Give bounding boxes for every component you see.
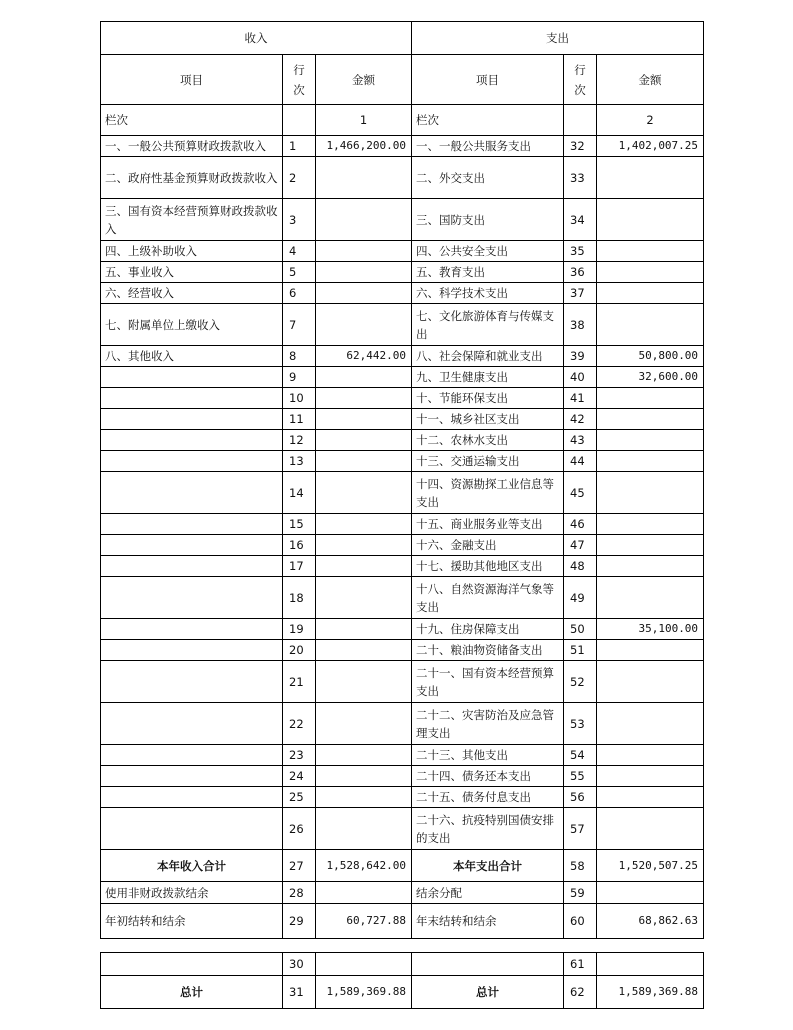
income-item-cell: 二、政府性基金预算财政拨款收入 (101, 157, 283, 199)
expense-item-cell: 十三、交通运输支出 (412, 451, 564, 472)
table-row (101, 787, 704, 808)
income-item-cell (101, 808, 283, 850)
income-amount-cell (316, 262, 412, 283)
expense-rowno-cell: 38 (564, 304, 597, 346)
income-rowno-cell: 1 (283, 136, 316, 157)
income-amount-cell (316, 241, 412, 262)
expense-item-cell: 二十二、灾害防治及应急管理支出 (412, 703, 564, 745)
income-amount-cell (316, 283, 412, 304)
income-item-cell: 年初结转和结余 (101, 904, 283, 939)
expense-rowno-cell: 55 (564, 766, 597, 787)
expense-item-cell: 二十三、其他支出 (412, 745, 564, 766)
table-row (101, 136, 704, 157)
expense-amount-cell (597, 577, 704, 619)
income-amount-cell (316, 703, 412, 745)
income-rowno-cell: 3 (283, 199, 316, 241)
income-rowno-cell: 25 (283, 787, 316, 808)
expense-col-blank (564, 105, 597, 136)
expense-amount-cell (597, 157, 704, 199)
expense-rowno-cell: 62 (564, 976, 597, 1009)
expense-amount-cell: 35,100.00 (597, 619, 704, 640)
expense-rowno-cell: 33 (564, 157, 597, 199)
expense-amount-cell: 32,600.00 (597, 367, 704, 388)
income-amount-cell: 1,528,642.00 (316, 850, 412, 882)
income-amount-cell (316, 953, 412, 976)
income-amount-cell (316, 367, 412, 388)
expense-item-cell: 十、节能环保支出 (412, 388, 564, 409)
table-row (101, 472, 704, 514)
expense-amount-cell (597, 535, 704, 556)
expense-item-cell: 四、公共安全支出 (412, 241, 564, 262)
income-amount-cell (316, 451, 412, 472)
expense-amount-cell (597, 745, 704, 766)
income-rowno-cell: 8 (283, 346, 316, 367)
expense-amount-cell (597, 703, 704, 745)
income-rowno-cell: 11 (283, 409, 316, 430)
expense-item-cell: 一、一般公共服务支出 (412, 136, 564, 157)
expense-amount-cell (597, 241, 704, 262)
table-row (101, 808, 704, 850)
expense-amount-header: 金额 (597, 55, 704, 105)
income-rowno-cell: 27 (283, 850, 316, 882)
expense-amount-cell (597, 766, 704, 787)
income-amount-cell: 1,589,369.88 (316, 976, 412, 1009)
blank-row (101, 953, 704, 976)
income-rowno-cell: 29 (283, 904, 316, 939)
table-row (101, 640, 704, 661)
expense-item-cell: 八、社会保障和就业支出 (412, 346, 564, 367)
expense-amount-cell (597, 199, 704, 241)
expense-rowno-header: 行次 (564, 55, 597, 105)
table-row (101, 199, 704, 241)
section-header-row (101, 22, 704, 55)
income-item-cell (101, 661, 283, 703)
income-rowno-cell: 19 (283, 619, 316, 640)
expense-amount-cell: 1,589,369.88 (597, 976, 704, 1009)
expense-rowno-cell: 46 (564, 514, 597, 535)
table-row (101, 703, 704, 745)
income-item-cell (101, 619, 283, 640)
grand-total-row (101, 976, 704, 1009)
expense-rowno-cell: 32 (564, 136, 597, 157)
income-amount-cell (316, 577, 412, 619)
expense-item-cell: 六、科学技术支出 (412, 283, 564, 304)
income-rowno-cell: 2 (283, 157, 316, 199)
expense-header: 支出 (412, 22, 704, 55)
income-item-cell: 五、事业收入 (101, 262, 283, 283)
income-item-cell (101, 577, 283, 619)
expense-item-cell: 十四、资源勘探工业信息等支出 (412, 472, 564, 514)
expense-rowno-cell: 50 (564, 619, 597, 640)
expense-rowno-cell: 43 (564, 430, 597, 451)
expense-rowno-cell: 44 (564, 451, 597, 472)
column-header-row (101, 55, 704, 105)
expense-amount-cell (597, 451, 704, 472)
income-rowno-cell: 9 (283, 367, 316, 388)
table-row (101, 346, 704, 367)
expense-item-cell: 九、卫生健康支出 (412, 367, 564, 388)
expense-item-header: 项目 (412, 55, 564, 105)
income-rowno-cell: 6 (283, 283, 316, 304)
income-item-cell (101, 556, 283, 577)
table-row (101, 262, 704, 283)
expense-item-cell: 二、外交支出 (412, 157, 564, 199)
expense-amount-cell (597, 388, 704, 409)
extra-row (101, 882, 704, 904)
income-item-header: 项目 (101, 55, 283, 105)
income-item-cell (101, 514, 283, 535)
expense-item-cell: 结余分配 (412, 882, 564, 904)
income-rowno-cell: 5 (283, 262, 316, 283)
expense-amount-cell (597, 882, 704, 904)
expense-rowno-cell: 49 (564, 577, 597, 619)
income-amount-cell (316, 409, 412, 430)
expense-rowno-cell: 41 (564, 388, 597, 409)
income-rowno-cell: 7 (283, 304, 316, 346)
income-item-cell: 总计 (101, 976, 283, 1009)
extra-row (101, 904, 704, 939)
expense-rowno-cell: 35 (564, 241, 597, 262)
income-amount-cell (316, 157, 412, 199)
income-item-cell (101, 703, 283, 745)
table-row (101, 388, 704, 409)
income-item-cell: 使用非财政拨款结余 (101, 882, 283, 904)
expense-item-cell: 五、教育支出 (412, 262, 564, 283)
expense-amount-cell (597, 556, 704, 577)
income-rowno-cell: 10 (283, 388, 316, 409)
income-item-cell: 七、附属单位上缴收入 (101, 304, 283, 346)
table-row (101, 409, 704, 430)
income-rowno-cell: 30 (283, 953, 316, 976)
expense-rowno-cell: 51 (564, 640, 597, 661)
expense-amount-cell (597, 409, 704, 430)
expense-rowno-cell: 48 (564, 556, 597, 577)
expense-amount-cell (597, 787, 704, 808)
expense-amount-cell: 68,862.63 (597, 904, 704, 939)
income-amount-cell (316, 745, 412, 766)
income-amount-cell (316, 199, 412, 241)
expense-item-cell: 十一、城乡社区支出 (412, 409, 564, 430)
table-row (101, 619, 704, 640)
table-row (101, 451, 704, 472)
expense-item-cell: 十七、援助其他地区支出 (412, 556, 564, 577)
income-amount-cell (316, 430, 412, 451)
income-rowno-cell: 12 (283, 430, 316, 451)
expense-rowno-cell: 54 (564, 745, 597, 766)
table-row (101, 283, 704, 304)
expense-amount-cell (597, 304, 704, 346)
income-amount-cell (316, 472, 412, 514)
expense-item-cell: 七、文化旅游体育与传媒支出 (412, 304, 564, 346)
income-amount-header: 金额 (316, 55, 412, 105)
income-item-cell (101, 766, 283, 787)
income-item-cell: 四、上级补助收入 (101, 241, 283, 262)
income-amount-cell (316, 514, 412, 535)
income-amount-cell (316, 661, 412, 703)
income-amount-cell (316, 556, 412, 577)
expense-amount-cell: 1,402,007.25 (597, 136, 704, 157)
income-amount-cell (316, 787, 412, 808)
expense-rowno-cell: 59 (564, 882, 597, 904)
expense-rowno-cell: 37 (564, 283, 597, 304)
income-rowno-cell: 24 (283, 766, 316, 787)
income-amount-cell (316, 766, 412, 787)
income-item-cell (101, 430, 283, 451)
income-amount-cell (316, 619, 412, 640)
income-rowno-cell: 23 (283, 745, 316, 766)
income-amount-cell (316, 640, 412, 661)
expense-item-cell: 二十四、债务还本支出 (412, 766, 564, 787)
expense-rowno-cell: 60 (564, 904, 597, 939)
expense-rowno-cell: 40 (564, 367, 597, 388)
expense-amount-cell (597, 472, 704, 514)
income-item-cell (101, 787, 283, 808)
income-amount-cell (316, 808, 412, 850)
income-amount-cell: 62,442.00 (316, 346, 412, 367)
totals-row (101, 850, 704, 882)
expense-item-cell: 总计 (412, 976, 564, 1009)
income-item-cell: 三、国有资本经营预算财政拨款收入 (101, 199, 283, 241)
expense-amount-cell (597, 661, 704, 703)
expense-item-cell: 十八、自然资源海洋气象等支出 (412, 577, 564, 619)
income-item-cell: 六、经营收入 (101, 283, 283, 304)
income-rowno-cell: 17 (283, 556, 316, 577)
income-item-cell: 本年收入合计 (101, 850, 283, 882)
income-item-cell (101, 745, 283, 766)
income-rowno-cell: 22 (283, 703, 316, 745)
expense-rowno-cell: 45 (564, 472, 597, 514)
expense-amount-cell: 1,520,507.25 (597, 850, 704, 882)
expense-amount-cell (597, 514, 704, 535)
income-col-label: 栏次 (101, 105, 283, 136)
expense-rowno-cell: 39 (564, 346, 597, 367)
expense-item-cell: 十二、农林水支出 (412, 430, 564, 451)
income-amount-cell: 60,727.88 (316, 904, 412, 939)
income-item-cell (101, 535, 283, 556)
income-rowno-cell: 4 (283, 241, 316, 262)
income-rowno-cell: 31 (283, 976, 316, 1009)
expense-item-cell: 三、国防支出 (412, 199, 564, 241)
expense-rowno-cell: 47 (564, 535, 597, 556)
income-amount-cell (316, 535, 412, 556)
expense-rowno-cell: 52 (564, 661, 597, 703)
income-rowno-cell: 21 (283, 661, 316, 703)
table-row (101, 430, 704, 451)
table-row (101, 661, 704, 703)
table-row (101, 514, 704, 535)
expense-rowno-cell: 57 (564, 808, 597, 850)
expense-item-cell: 十五、商业服务业等支出 (412, 514, 564, 535)
table-row (101, 304, 704, 346)
income-item-cell: 八、其他收入 (101, 346, 283, 367)
income-col-index: 1 (316, 105, 412, 136)
income-col-blank (283, 105, 316, 136)
income-rowno-cell: 28 (283, 882, 316, 904)
table-row (101, 535, 704, 556)
grand-total-table (100, 952, 704, 1009)
expense-rowno-cell: 42 (564, 409, 597, 430)
expense-amount-cell (597, 640, 704, 661)
expense-item-cell: 二十六、抗疫特别国债安排的支出 (412, 808, 564, 850)
income-amount-cell (316, 882, 412, 904)
income-amount-cell (316, 304, 412, 346)
income-rowno-cell: 18 (283, 577, 316, 619)
expense-item-cell: 本年支出合计 (412, 850, 564, 882)
expense-amount-cell (597, 262, 704, 283)
expense-amount-cell (597, 430, 704, 451)
income-header: 收入 (101, 22, 412, 55)
expense-amount-cell (597, 953, 704, 976)
expense-rowno-cell: 36 (564, 262, 597, 283)
table-row (101, 745, 704, 766)
table-row (101, 556, 704, 577)
expense-amount-cell (597, 283, 704, 304)
expense-item-cell: 十六、金融支出 (412, 535, 564, 556)
income-item-cell (101, 367, 283, 388)
expense-rowno-cell: 61 (564, 953, 597, 976)
expense-rowno-cell: 53 (564, 703, 597, 745)
table-row (101, 367, 704, 388)
income-item-cell (101, 409, 283, 430)
income-rowno-cell: 26 (283, 808, 316, 850)
expense-item-cell (412, 953, 564, 976)
income-expense-table (100, 21, 704, 939)
expense-item-cell: 十九、住房保障支出 (412, 619, 564, 640)
expense-col-label: 栏次 (412, 105, 564, 136)
income-amount-cell: 1,466,200.00 (316, 136, 412, 157)
income-rowno-cell: 13 (283, 451, 316, 472)
expense-item-cell: 年末结转和结余 (412, 904, 564, 939)
income-rowno-cell: 15 (283, 514, 316, 535)
income-amount-cell (316, 388, 412, 409)
income-rowno-cell: 14 (283, 472, 316, 514)
column-index-row (101, 105, 704, 136)
income-item-cell: 一、一般公共预算财政拨款收入 (101, 136, 283, 157)
table-row (101, 766, 704, 787)
income-rowno-cell: 16 (283, 535, 316, 556)
expense-col-index: 2 (597, 105, 704, 136)
income-item-cell (101, 640, 283, 661)
income-item-cell (101, 451, 283, 472)
expense-rowno-cell: 58 (564, 850, 597, 882)
expense-rowno-cell: 56 (564, 787, 597, 808)
income-rowno-cell: 20 (283, 640, 316, 661)
expense-item-cell: 二十五、债务付息支出 (412, 787, 564, 808)
expense-amount-cell: 50,800.00 (597, 346, 704, 367)
income-item-cell (101, 472, 283, 514)
expense-item-cell: 二十一、国有资本经营预算支出 (412, 661, 564, 703)
expense-amount-cell (597, 808, 704, 850)
table-row (101, 241, 704, 262)
expense-rowno-cell: 34 (564, 199, 597, 241)
income-item-cell (101, 388, 283, 409)
income-rowno-header: 行次 (283, 55, 316, 105)
table-row (101, 157, 704, 199)
expense-item-cell: 二十、粮油物资储备支出 (412, 640, 564, 661)
table-row (101, 577, 704, 619)
income-item-cell (101, 953, 283, 976)
